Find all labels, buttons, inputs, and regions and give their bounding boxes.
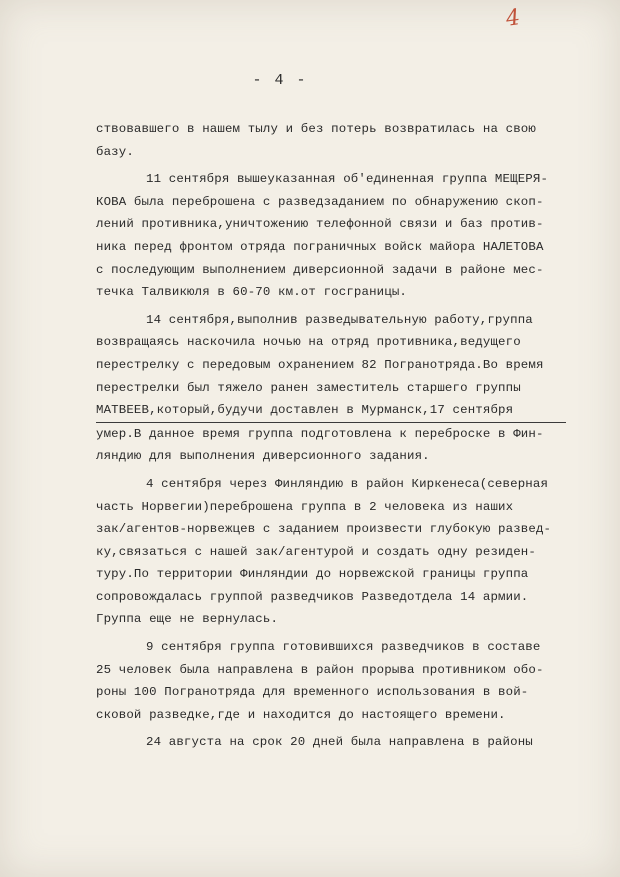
text-line: 24 августа на срок 20 дней была направлена в районы: [146, 735, 533, 750]
text-line: ствовавшего в нашем тылу и без потерь возвратилась на свою: [96, 122, 536, 136]
text-line: зак/агентов-норвежцев с заданием произвести глубокую развед-: [96, 522, 552, 537]
text-line: 14 сентября,выполнив разведывательную работу,группа: [146, 312, 533, 327]
text-line: ника перед фронтом отряда пограничных войск майора НАЛЕТОВА: [96, 239, 544, 254]
paragraph: [96, 636, 566, 726]
text-line: перестрелки был тяжело ранен заместитель старшего группы: [96, 380, 521, 395]
text-line-underlined: МАТВЕЕВ,который,будучи доставлен в Мурманск,17 сентября: [96, 399, 566, 423]
text-line: 9 сентября группа готовившихся разведчиков в составе: [146, 640, 541, 655]
handwritten-page-mark: 4: [504, 5, 522, 32]
text-line: часть Норвегии)переброшена группа в 2 человека из наших: [96, 499, 514, 514]
page-number: - 4 -: [252, 72, 308, 89]
text-line: умер.В данное время группа подготовлена к переброске в Фин-: [96, 426, 544, 441]
text-line: Группа еще не вернулась.: [96, 612, 279, 627]
text-line: роны 100 Погранотряда для временного использования в вой-: [96, 685, 529, 700]
text-line: сковой разведке,где и находится до настоящего времени.: [96, 707, 506, 722]
text-line: ку,связаться с нашей зак/агентурой и создать одну резиден-: [96, 544, 536, 559]
text-line: 4 сентября через Финляндию в район Киркенеса(северная: [146, 476, 549, 491]
paragraph: [96, 168, 566, 304]
text-line: 25 человек была направлена в район прорыва противником обо-: [96, 662, 544, 677]
text-line: перестрелку с передовым охранением 82 Погранотряда.Во время: [96, 357, 544, 372]
text-line: базу.: [96, 144, 134, 159]
text-line: туру.По территории Финляндии до норвежской границы группа: [96, 567, 529, 582]
paragraph: [96, 473, 566, 631]
document-body: [96, 118, 566, 759]
paragraph: [96, 309, 566, 468]
text-line: КОВА была переброшена с разведзаданием по обнаружению скоп-: [96, 194, 544, 209]
text-line: ляндию для выполнения диверсионного задания.: [96, 449, 430, 464]
text-line: возвращаясь наскочила ночью на отряд противника,ведущего: [96, 335, 521, 350]
paragraph: [96, 731, 566, 754]
paragraph: [96, 118, 566, 163]
text-line: течка Талвикюля в 60-70 км.от госграницы.: [96, 285, 408, 300]
text-line: лений противника,уничтожению телефонной связи и баз против-: [96, 217, 544, 232]
text-line: 11 сентября вышеуказанная об'единенная группа МЕЩЕРЯ-: [146, 172, 549, 187]
text-line: с последующим выполнением диверсионной задачи в районе мес-: [96, 262, 544, 277]
text-line: сопровождалась группой разведчиков Разведотдела 14 армии.: [96, 589, 529, 604]
